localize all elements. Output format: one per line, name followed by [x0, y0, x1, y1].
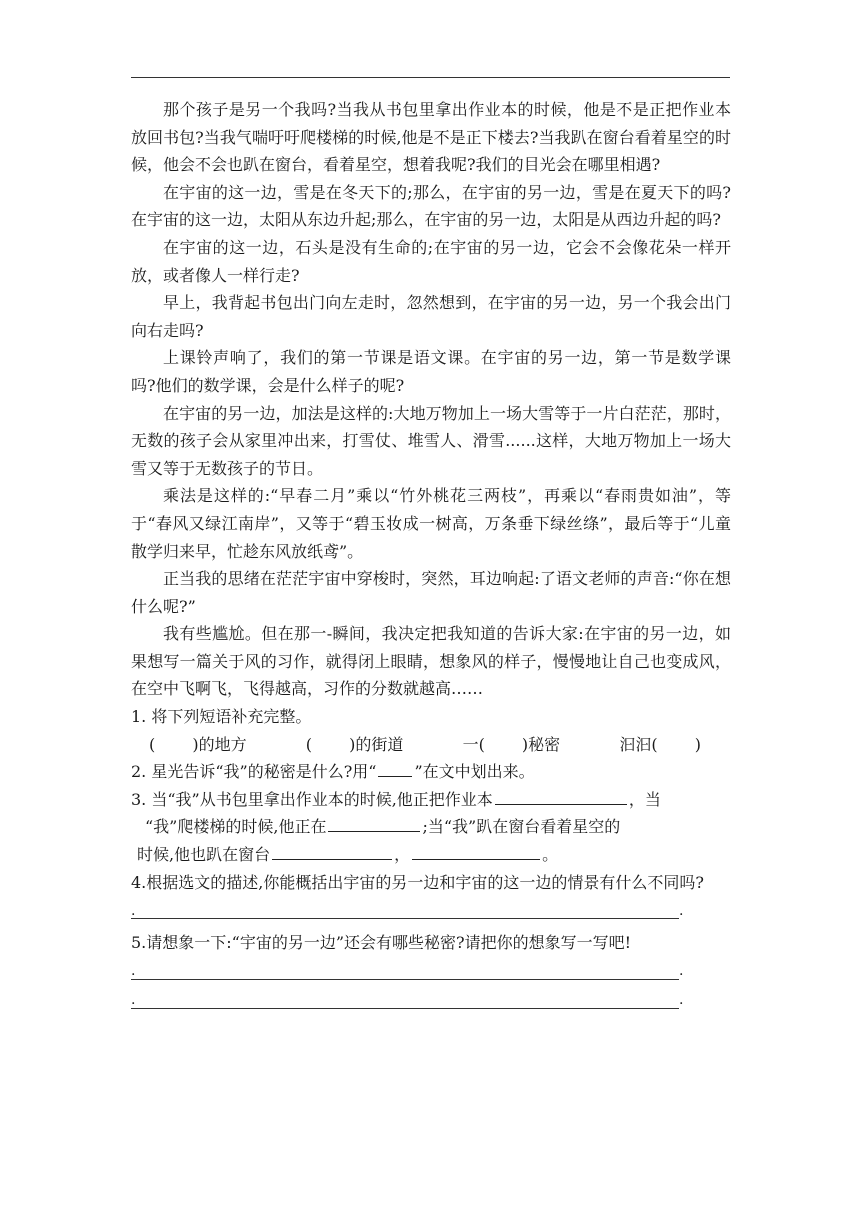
question-3-text: ，当 [628, 789, 661, 809]
line-dot: . [131, 963, 136, 980]
paragraph: 那个孩子是另一个我吗?当我从书包里拿出作业本的时候，他是不是正把作业本放回书包?当我气喘吁吁爬楼梯的时候,他是不是正下楼去?当我趴在窗台看着星空的时候，他会不会也趴在窗台，看着星空，想着我呢?我们的目光会在哪里相遇? [131, 100, 731, 175]
phrase-blank[interactable]: 汩汩( ) [619, 734, 701, 754]
question-3-text: ， [394, 845, 411, 865]
answer-rule [131, 1008, 679, 1009]
paragraph: 在宇宙的另一边，加法是这样的:大地万物加上一场大雪等于一片白茫茫，那时，无数的孩子会从家里冲出来，打雪仗、堆雪人、滑雪......这样，大地万物加上一场大雪又等于无数孩子的节日。 [131, 403, 731, 478]
question-4-text: 4.根据选文的描述,你能概括出宇宙的另一边和宇宙的这一边的情景有什么不同吗? [131, 872, 704, 892]
answer-line[interactable] [131, 957, 731, 986]
paragraph: 在宇宙的这一边，石头是没有生命的;在宇宙的另一边，它会不会像花朵一样开放，或者像人一样行走? [131, 237, 731, 285]
answer-rule [131, 918, 679, 919]
question-1-title: 1. 将下列短语补充完整。 [131, 707, 312, 727]
question-3-text: “我”爬楼梯的时候,他正在 [145, 817, 327, 837]
paragraph: 上课铃声响了，我们的第一节课是语文课。在宇宙的另一边，第一节是数学课吗?他们的数学课，会是什么样子的呢? [131, 348, 731, 395]
question-3-text: 3. 当“我”从书包里拿出作业本的时候,他正把作业本 [131, 789, 493, 809]
document-body [131, 96, 731, 1015]
paragraph: 正当我的思绪在茫茫宇宙中穿梭时，突然，耳边响起:了语文老师的声音:“你在想什么呢?” [131, 569, 731, 616]
answer-blank[interactable] [328, 830, 420, 832]
paragraph: 早上，我背起书包出门向左走时，忽然想到，在宇宙的另一边，另一个我会出门向右走吗? [131, 293, 731, 340]
line-dot: . [679, 963, 684, 980]
answer-blank[interactable] [412, 858, 540, 860]
answer-rule [131, 979, 679, 980]
question-2 [131, 758, 731, 786]
paragraph: 乘法是这样的:“早春二月”乘以“竹外桃花三两枝”，再乘以“春雨贵如油”，等于“春风又绿江南岸”，又等于“碧玉妆成一树高，万条垂下绿丝绦”，最后等于“儿童散学归来早，忙趁东风放纸鸢”。 [131, 486, 731, 561]
question-5-text: 5.请想象一下:“宇宙的另一边”还会有哪些秘密?请把你的想象写一写吧! [131, 933, 632, 953]
line-dot: . [679, 902, 684, 919]
answer-line[interactable] [131, 896, 731, 925]
answer-blank[interactable] [272, 858, 392, 860]
question-3-text: ;当“我”趴在窗台看着星空的 [422, 817, 621, 837]
question-4 [131, 869, 731, 926]
phrase-blank[interactable]: ( )的地方 [149, 734, 247, 754]
paragraph: 我有些尴尬。但在那一-瞬间，我决定把我知道的告诉大家:在宇宙的另一边，如果想写一篇关于风的习作，就得闭上眼睛，想象风的样子，慢慢地让自己也变成风，在空中飞啊飞，飞得越高，习作的分数就越高…… [131, 624, 731, 699]
question-2-text-before: 2. 星光告诉“我”的秘密是什么?用“ [131, 762, 377, 782]
question-3-text: 。 [542, 845, 559, 865]
question-3 [131, 786, 731, 869]
line-dot: . [131, 902, 136, 919]
question-2-text-after: ”在文中划出来。 [414, 762, 535, 782]
paragraph: 在宇宙的这一边，雪是在冬天下的;那么，在宇宙的另一边，雪是在夏天下的吗?在宇宙的这一边，太阳从东边升起;那么，在宇宙的另一边，太阳是从西边升起的吗? [131, 182, 731, 230]
header-rule [131, 77, 730, 78]
phrase-blank[interactable]: 一( )秘密 [462, 734, 561, 754]
question-1-phrases [131, 731, 731, 759]
underline-sample [378, 775, 412, 777]
line-dot: . [131, 992, 136, 1009]
line-dot: . [679, 992, 684, 1009]
answer-blank[interactable] [495, 803, 627, 805]
question-5 [131, 929, 731, 1015]
question-3-text: 时候,他也趴在窗台 [137, 845, 271, 865]
question-1 [131, 703, 731, 758]
answer-line[interactable] [131, 986, 731, 1015]
phrase-blank[interactable]: ( )的街道 [305, 734, 404, 754]
